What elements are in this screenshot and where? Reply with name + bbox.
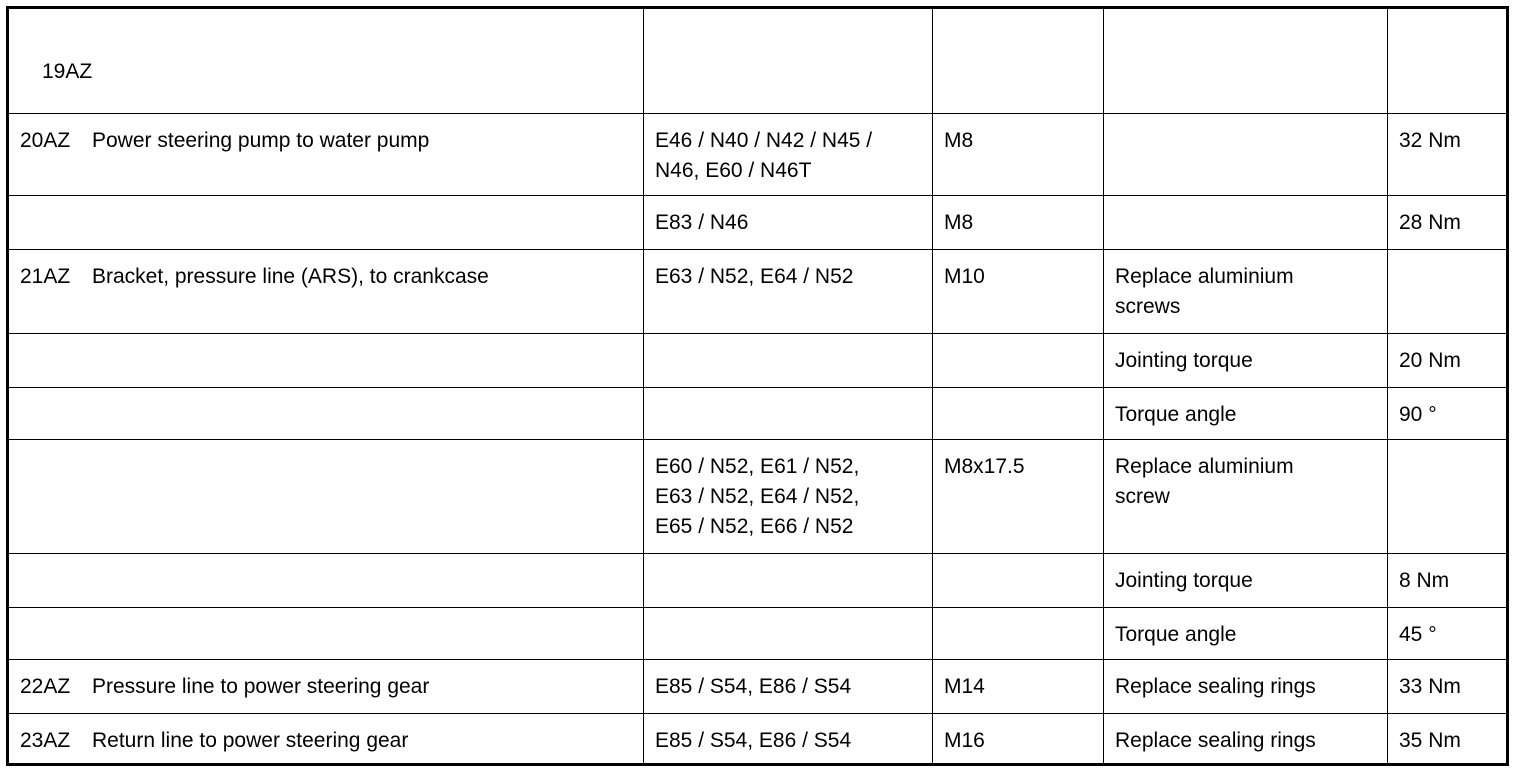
note-cell: Torque angle — [1104, 388, 1388, 440]
component-description: Bracket, pressure line (ARS), to crankcase — [92, 265, 489, 288]
torque-value-cell: 20 Nm — [1388, 334, 1508, 388]
torque-value-cell — [1388, 8, 1508, 114]
position-description-cell — [8, 714, 644, 765]
thread-cell — [933, 608, 1104, 660]
torque-value-cell: 8 Nm — [1388, 554, 1508, 608]
note-cell: Replace sealing rings — [1104, 714, 1388, 765]
position-description-cell — [8, 660, 644, 714]
note-cell — [1104, 8, 1388, 114]
model-engine-cell — [644, 388, 933, 440]
model-engine-cell — [644, 554, 933, 608]
torque-value-cell: 90 ° — [1388, 388, 1508, 440]
table-row — [8, 250, 1508, 334]
note-cell: Torque angle — [1104, 608, 1388, 660]
thread-cell: M8x17.5 — [933, 440, 1104, 554]
position-description-cell — [8, 440, 644, 554]
note-cell — [1104, 114, 1388, 196]
table-row — [8, 114, 1508, 196]
table-row — [8, 196, 1508, 250]
position-code: 20AZ — [20, 129, 71, 152]
table-row — [8, 714, 1508, 765]
table-row — [8, 8, 1508, 114]
position-description-cell — [8, 250, 644, 334]
model-engine-cell — [644, 8, 933, 114]
thread-cell — [933, 554, 1104, 608]
torque-value-cell: 35 Nm — [1388, 714, 1508, 765]
thread-cell: M8 — [933, 196, 1104, 250]
table-row — [8, 388, 1508, 440]
component-description: Pressure line to power steering gear — [92, 675, 430, 698]
position-code: 21AZ — [20, 265, 71, 288]
torque-value-cell: 32 Nm — [1388, 114, 1508, 196]
thread-cell — [933, 388, 1104, 440]
note-cell: Replace sealing rings — [1104, 660, 1388, 714]
model-engine-cell: E83 / N46 — [644, 196, 933, 250]
thread-cell — [933, 8, 1104, 114]
table-row — [8, 554, 1508, 608]
thread-cell: M10 — [933, 250, 1104, 334]
model-engine-cell: E85 / S54, E86 / S54 — [644, 714, 933, 765]
position-code: 19AZ — [42, 60, 93, 83]
position-description-cell — [8, 388, 644, 440]
torque-value-cell: 33 Nm — [1388, 660, 1508, 714]
torque-value-cell — [1388, 250, 1508, 334]
table-row — [8, 660, 1508, 714]
table-row — [8, 608, 1508, 660]
note-cell: Jointing torque — [1104, 334, 1388, 388]
thread-cell: M16 — [933, 714, 1104, 765]
model-engine-cell: E63 / N52, E64 / N52 — [644, 250, 933, 334]
position-description-cell — [8, 608, 644, 660]
table-row — [8, 334, 1508, 388]
position-description-cell — [8, 334, 644, 388]
model-engine-cell: E60 / N52, E61 / N52, E63 / N52, E64 / N52, E65 / N52, E66 / N52 — [644, 440, 933, 554]
torque-spec-table — [6, 6, 1509, 766]
model-engine-cell: E46 / N40 / N42 / N45 / N46, E60 / N46T — [644, 114, 933, 196]
position-code: 23AZ — [20, 729, 71, 752]
note-cell: Replace aluminium screw — [1104, 440, 1388, 554]
table-row — [8, 440, 1508, 554]
torque-value-cell: 45 ° — [1388, 608, 1508, 660]
note-cell: Replace aluminium screws — [1104, 250, 1388, 334]
note-cell: Jointing torque — [1104, 554, 1388, 608]
position-description-cell — [8, 554, 644, 608]
component-description: Power steering pump to water pump — [92, 129, 430, 152]
model-engine-cell — [644, 334, 933, 388]
position-code: 22AZ — [20, 675, 71, 698]
component-description: Return line to power steering gear — [92, 729, 409, 752]
position-description-cell — [8, 8, 644, 114]
position-description-cell — [8, 114, 644, 196]
model-engine-cell — [644, 608, 933, 660]
model-engine-cell: E85 / S54, E86 / S54 — [644, 660, 933, 714]
torque-value-cell — [1388, 440, 1508, 554]
thread-cell — [933, 334, 1104, 388]
note-cell — [1104, 196, 1388, 250]
thread-cell: M14 — [933, 660, 1104, 714]
thread-cell: M8 — [933, 114, 1104, 196]
torque-value-cell: 28 Nm — [1388, 196, 1508, 250]
position-description-cell — [8, 196, 644, 250]
